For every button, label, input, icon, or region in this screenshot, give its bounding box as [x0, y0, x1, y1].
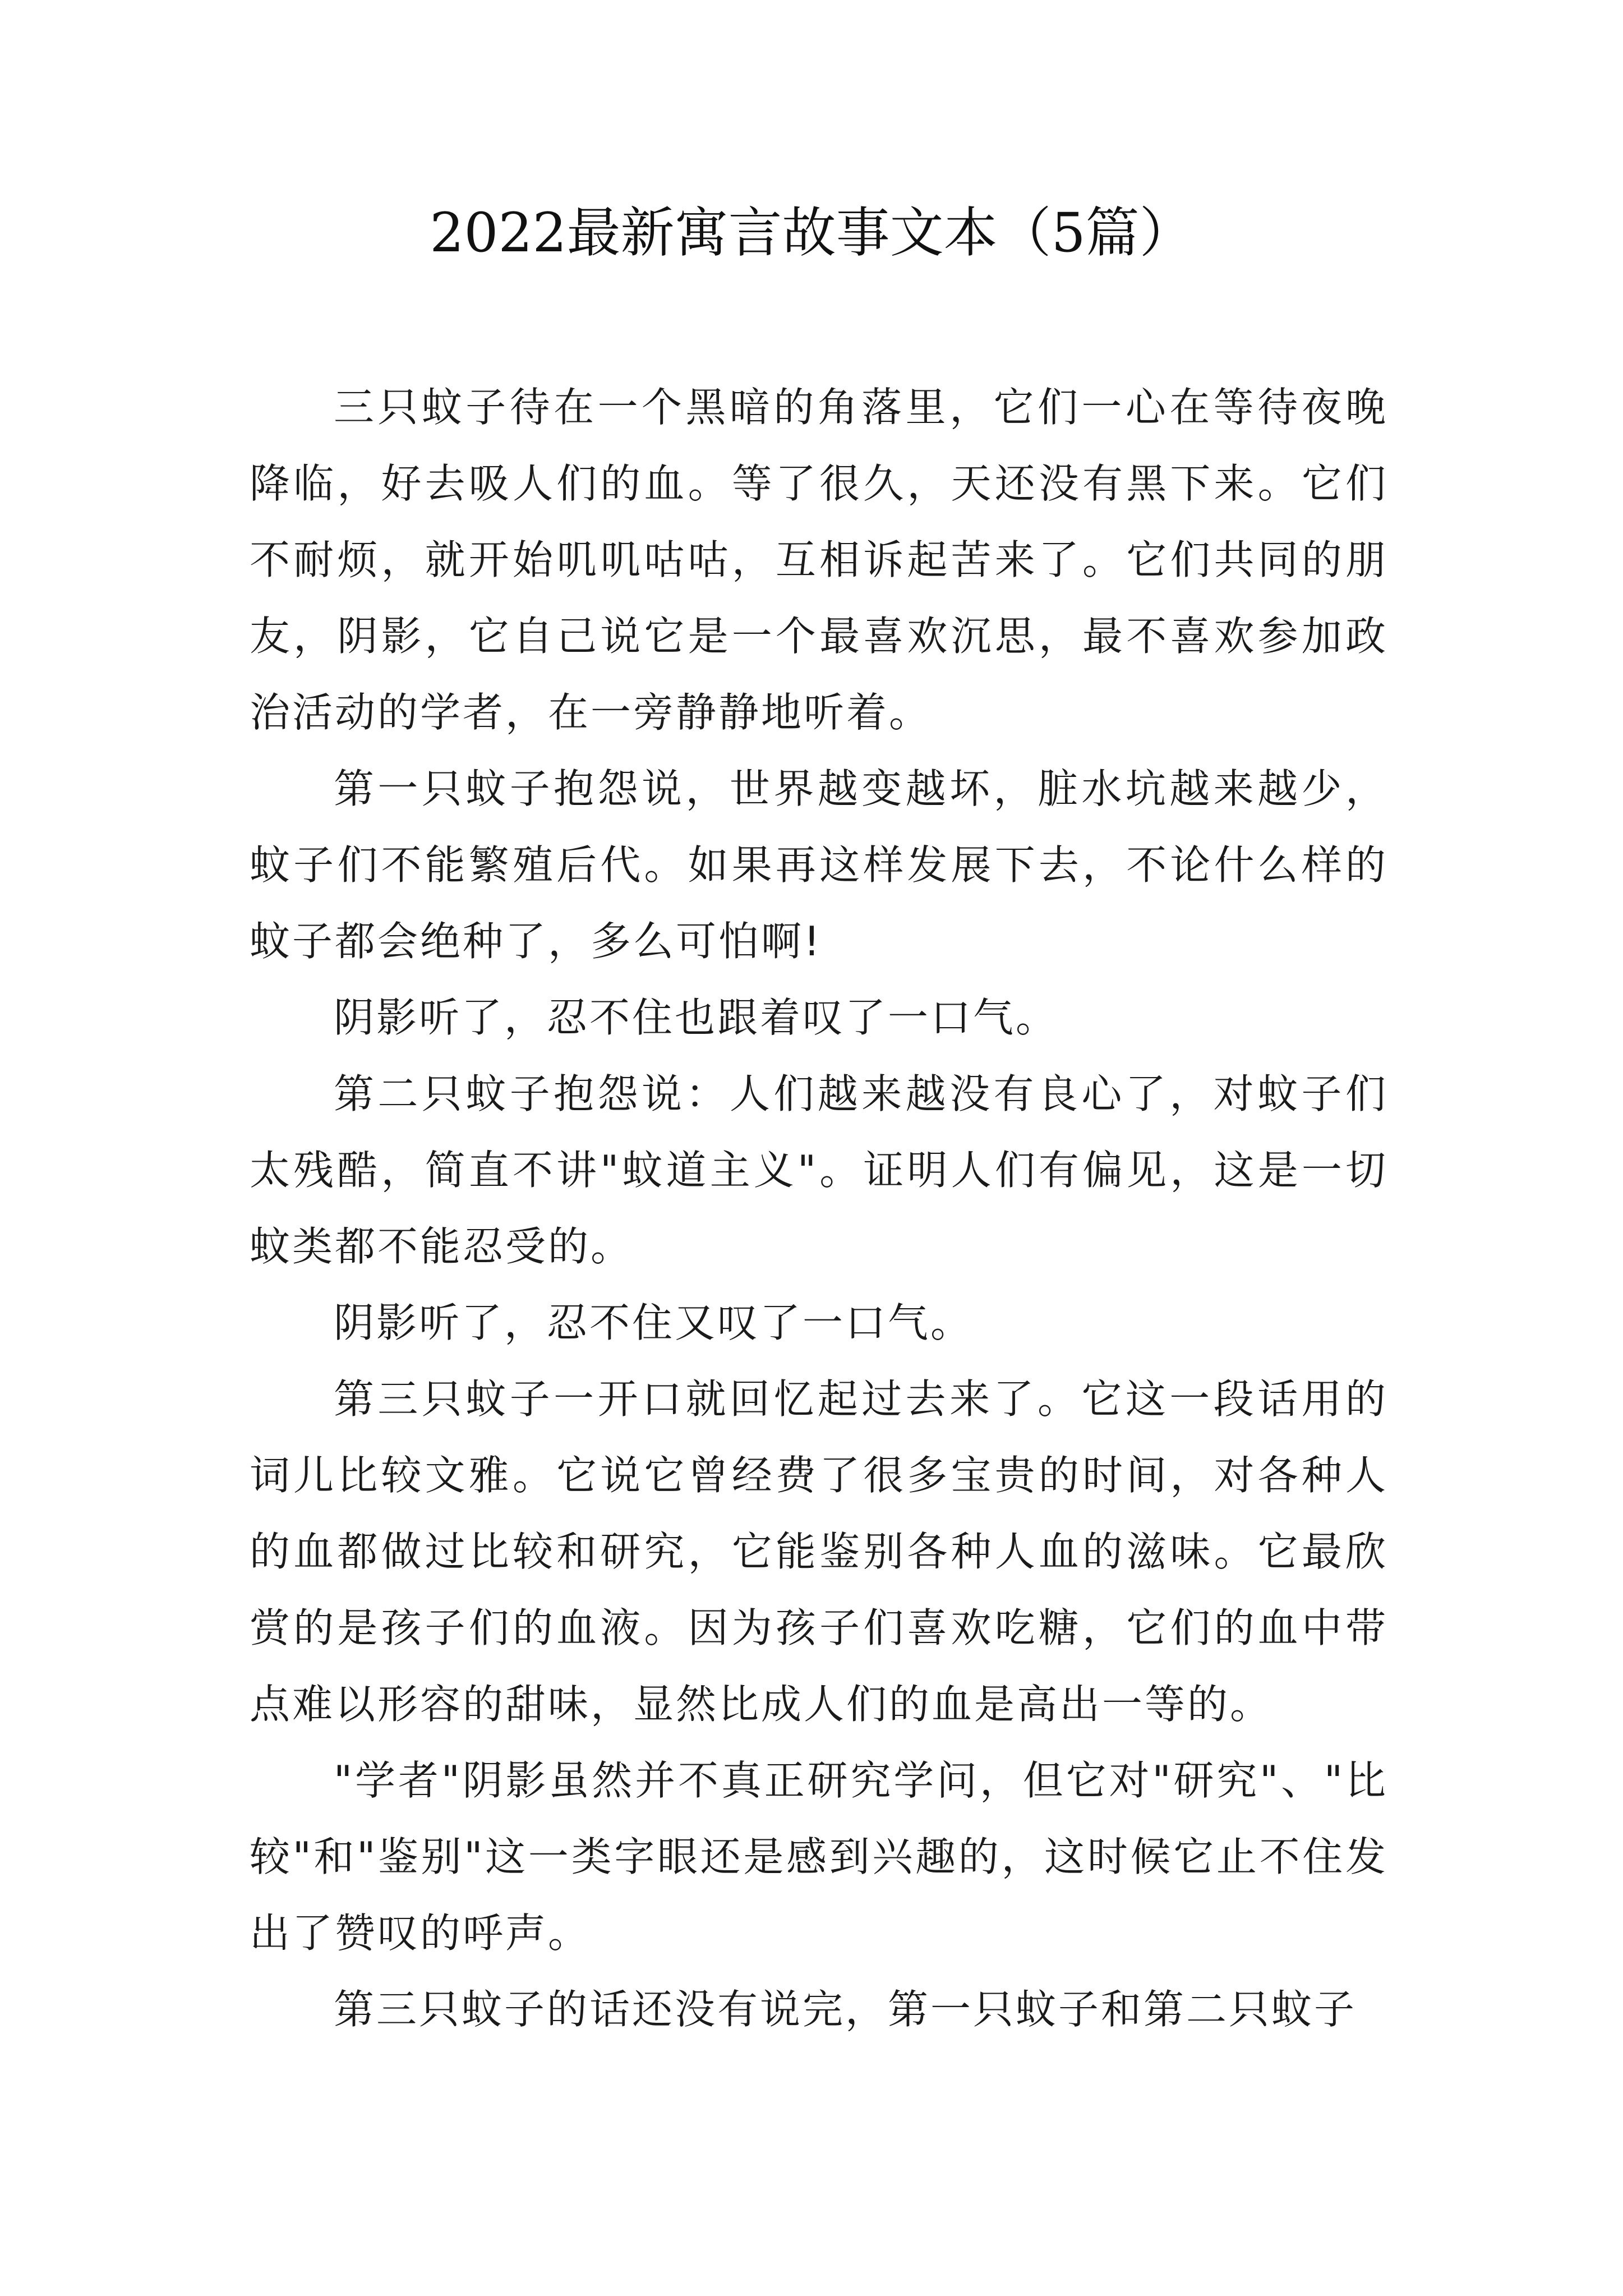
document-title: 2022最新寓言故事文本（5篇）: [430, 201, 1193, 264]
paragraph-6: 第三只蚊子一开口就回忆起过去来了。它这一段话用的词儿比较文雅。它说它曾经费了很多宝贵的时间，对各种人的血都做过比较和研究，它能鉴别各种人血的滋味。它最欣赏的是孩子们的血液。因为孩子们喜欢吃糖，它们的血中带点难以形容的甜味，显然比成人们的血是高出一等的。: [250, 1375, 1388, 1728]
paragraph-5: 阴影听了，忍不住又叹了一口气。: [334, 1299, 974, 1346]
paragraph-4: 第二只蚊子抱怨说：人们越来越没有良心了，对蚊子们太残酷，简直不讲"蚊道主义"。证明人们有偏见，这是一切蚊类都不能忍受的。: [250, 1070, 1388, 1270]
paragraph-1: 三只蚊子待在一个黑暗的角落里，它们一心在等待夜晚降临，好去吸人们的血。等了很久，天还没有黑下来。它们不耐烦，就开始叽叽咕咕，互相诉起苦来了。它们共同的朋友，阴影，它自己说它是一个最喜欢沉思，最不喜欢参加政治活动的学者，在一旁静静地听着。: [250, 384, 1388, 736]
document-body: [250, 369, 1388, 2047]
paragraph-2: 第一只蚊子抱怨说，世界越变越坏，脏水坑越来越少，蚊子们不能繁殖后代。如果再这样发展下去，不论什么样的蚊子都会绝种了，多么可怕啊!: [250, 765, 1388, 965]
paragraph-8: 第三只蚊子的话还没有说完，第一只蚊子和第二只蚊子: [334, 1986, 1357, 2033]
paragraph-3: 阴影听了，忍不住也跟着叹了一口气。: [334, 994, 1059, 1041]
paragraph-7: "学者"阴影虽然并不真正研究学问，但它对"研究"、"比较"和"鉴别"这一类字眼还是感到兴趣的，这时候它止不住发出了赞叹的呼声。: [250, 1757, 1388, 1957]
